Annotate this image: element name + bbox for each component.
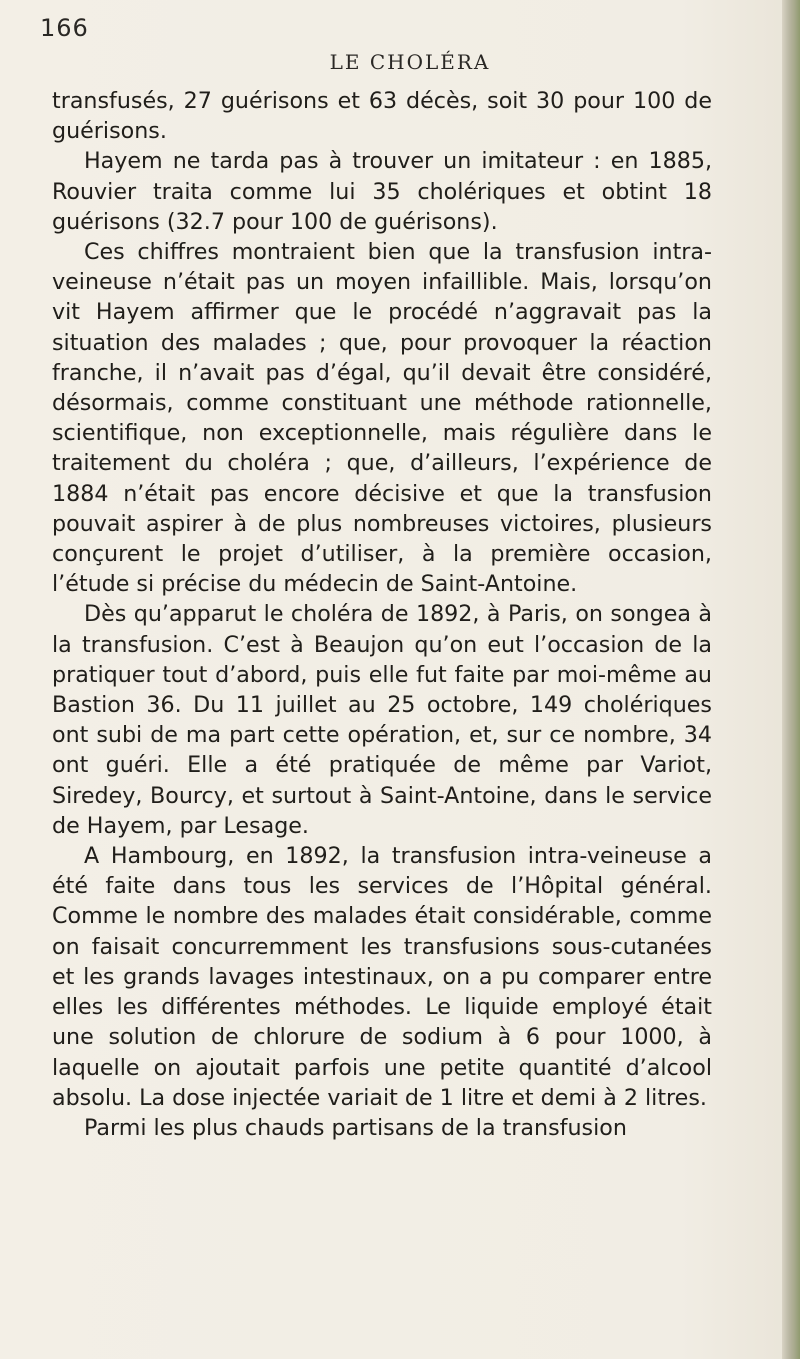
running-head: LE CHOLÉRA <box>329 50 491 74</box>
paragraph: Ces chiffres montraient bien que la transfusion intra-veineuse n’était pas un moyen infaillible. Mais, lorsqu’on vit Hayem affirmer que le procédé n’aggravait pas la situation des malades ; que, pour provoquer la réaction franche, il n’avait pas d’égal, qu’il devait être considéré, désormais, comme constituant une méthode rationnelle, scientifique, non exceptionnelle, mais régulière dans le traitement du choléra ; que, d’ailleurs, l’expérience de 1884 n’était pas encore décisive et que la transfusion pouvait aspirer à de plus nombreuses victoires, plusieurs conçurent le projet d’utiliser, à la première occasion, l’étude si précise du médecin de Saint-Antoine. <box>52 239 712 598</box>
page-edge <box>782 0 800 1359</box>
paragraph: Parmi les plus chauds partisans de la transfusion <box>84 1114 627 1141</box>
paragraph: A Hambourg, en 1892, la transfusion intra-veineuse a été faite dans tous les services de l’Hôpital général. Comme le nombre des malades était considérable, comme on faisait concurremment les transfusions sous-cutanées et les grands lavages intestinaux, on a pu comparer entre elles les différentes méthodes. Le liquide employé était une solution de chlorure de sodium à 6 pour 1000, à laquelle on ajoutait parfois une petite quantité d’alcool absolu. La dose injectée variait de 1 litre et demi à 2 litres. <box>52 843 712 1111</box>
paragraph-continuation: transfusés, 27 guérisons et 63 décès, soit 30 pour 100 de guérisons. <box>52 88 712 145</box>
body-text <box>52 86 712 1143</box>
paragraph: Dès qu’apparut le choléra de 1892, à Paris, on songea à la transfusion. C’est à Beaujon qu’on eut l’occasion de la pratiquer tout d’abord, puis elle fut faite par moi-même au Bastion 36. Du 11 juillet au 25 octobre, 149 cholériques ont subi de ma part cette opération, et, sur ce nombre, 34 ont guéri. Elle a été pratiquée de même par Variot, Siredey, Bourcy, et surtout à Saint-Antoine, dans le service de Hayem, par Lesage. <box>52 601 712 839</box>
page-number: 166 <box>40 14 89 42</box>
paragraph: Hayem ne tarda pas à trouver un imitateur : en 1885, Rouvier traita comme lui 35 cholériques et obtint 18 guérisons (32.7 pour 100 de guérisons). <box>52 148 712 235</box>
